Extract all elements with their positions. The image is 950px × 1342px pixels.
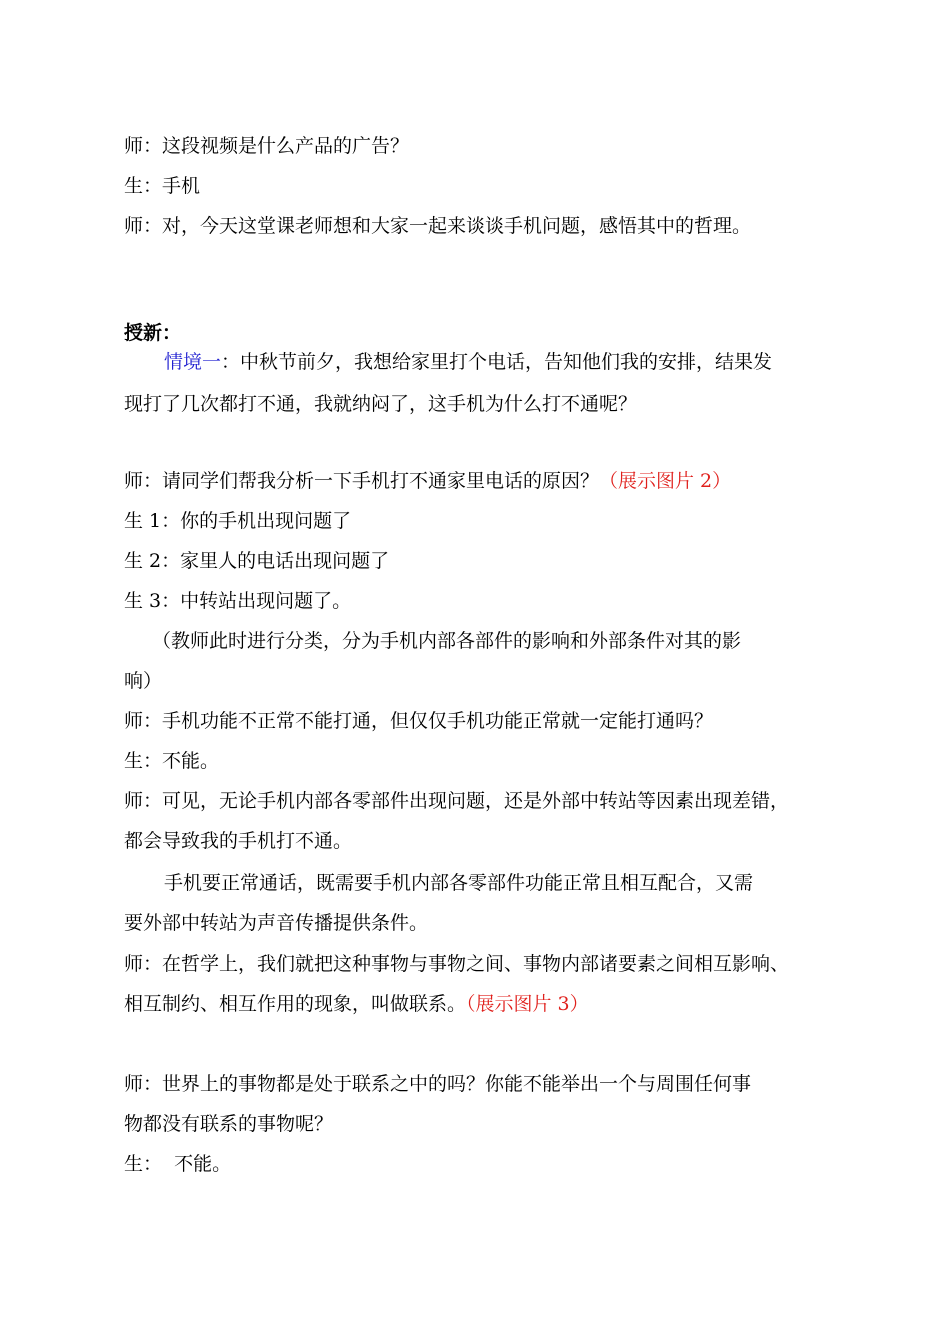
student-final-answer: 生： 不能。: [124, 1153, 232, 1175]
teacher-intro-topic: 师：对，今天这堂课老师想和大家一起来谈谈手机问题，感悟其中的哲理。: [124, 215, 752, 237]
show-picture-2-note: （展示图片 2）: [599, 470, 732, 492]
summary-line2: 要外部中转站为声音传播提供条件。: [124, 912, 429, 934]
student-2-answer: 生 2：家里人的电话出现问题了: [124, 550, 390, 572]
teacher-question-world-line2: 物都没有联系的事物呢？: [124, 1113, 334, 1135]
student-answer-no: 生：不能。: [124, 750, 220, 772]
philosophy-definition-line1: 师：在哲学上，我们就把这种事物与事物之间、事物内部诸要素之间相互影响、: [124, 953, 790, 975]
scenario-text: ：中秋节前夕，我想给家里打个电话，告知他们我的安排，结果发: [221, 351, 773, 373]
scenario-label: 情境一: [164, 351, 222, 373]
teacher-note-line1: （教师此时进行分类，分为手机内部各部件的影响和外部条件对其的影: [152, 630, 742, 652]
teacher-explanation-line1: 师：可见，无论手机内部各零部件出现问题，还是外部中转站等因素出现差错，: [124, 790, 790, 812]
student-3-answer: 生 3：中转站出现问题了。: [124, 590, 352, 612]
summary-line1: 手机要正常通话，既需要手机内部各零部件功能正常且相互配合，又需: [164, 872, 754, 894]
teacher-question-text: 师：请同学们帮我分析一下手机打不通家里电话的原因？: [124, 470, 600, 492]
teacher-explanation-line2: 都会导致我的手机打不通。: [124, 830, 353, 852]
student-answer-phone: 生：手机: [124, 175, 201, 197]
teacher-question-video: 师：这段视频是什么产品的广告？: [124, 135, 410, 157]
teacher-question-function: 师：手机功能不正常不能打通，但仅仅手机功能正常就一定能打通吗？: [124, 710, 714, 732]
teacher-question-world-line1: 师：世界上的事物都是处于联系之中的吗？你能不能举出一个与周围任何事: [124, 1073, 752, 1095]
teacher-note-line2: 响）: [124, 670, 163, 692]
section-heading: 授新：: [124, 322, 182, 344]
scenario-one-line1: [164, 349, 864, 375]
show-picture-3-note: （展示图片 3）: [466, 993, 589, 1015]
scenario-one-line2: 现打了几次都打不通，我就纳闷了，这手机为什么打不通呢？: [124, 393, 638, 415]
definition-text: 相互制约、相互作用的现象，叫做联系。: [124, 993, 467, 1015]
student-1-answer: 生 1：你的手机出现问题了: [124, 510, 352, 532]
teacher-question-reason: [124, 468, 864, 494]
philosophy-definition-line2: [124, 991, 864, 1017]
